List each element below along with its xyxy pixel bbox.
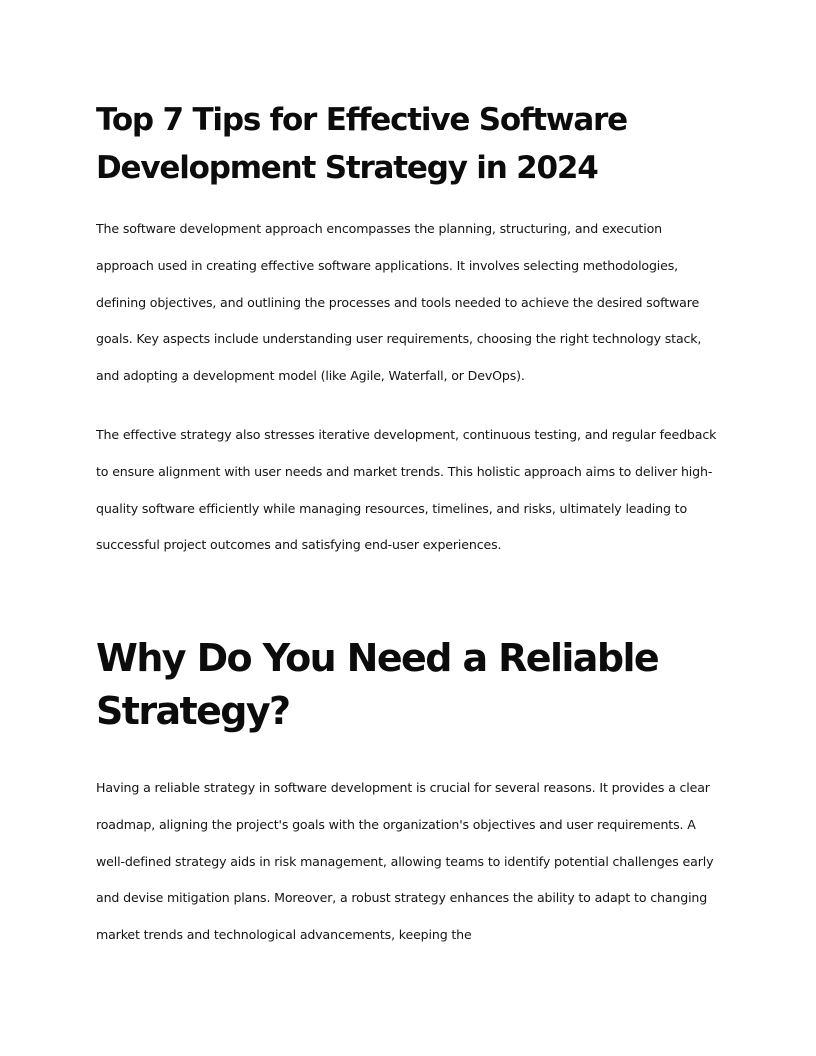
section-heading-why: Why Do You Need a Reliable Strategy?	[96, 636, 659, 733]
intro-paragraph-1: The software development approach encompasses the planning, structuring, and execution approach used in creating effective software applications. It involves selecting methodologies, defining objectives, and outlining the processes and tools needed to achieve the desired software goals. Key aspects include understanding user requirements, choosing the right technology stack, and adopting a development model (like Agile, Waterfall, or DevOps).	[96, 221, 702, 384]
intro-paragraph-2: The effective strategy also stresses iterative development, continuous testing, and regular feedback to ensure alignment with user needs and market trends. This holistic approach aims to deliver high-quality software efficiently while managing resources, timelines, and risks, ultimately leading to successful project outcomes and satisfying end-user experiences.	[96, 427, 717, 553]
section-why-paragraph-1: Having a reliable strategy in software development is crucial for several reasons. It provides a clear roadmap, aligning the project's goals with the organization's objectives and user requirements. A well-defined strategy aids in risk management, allowing teams to identify potential challenges early and devise mitigation plans. Moreover, a robust strategy enhances the ability to adapt to changing market trends and technological advancements, keeping the	[96, 780, 714, 943]
article-title: Top 7 Tips for Effective Software Development Strategy in 2024	[96, 102, 627, 186]
